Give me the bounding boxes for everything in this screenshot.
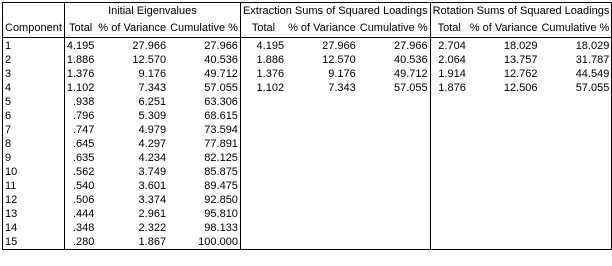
initial-cumulative-cell: 63.306 [204, 96, 238, 108]
initial-pct-variance-cell: 4.297 [138, 138, 167, 150]
table-row [3, 151, 612, 165]
initial-pct-variance-cell: 5.309 [138, 110, 167, 122]
initial-total-cell: 4.195 [64, 38, 96, 54]
rotation-total-cell: 2.064 [430, 53, 468, 67]
extraction-total-cell: 4.195 [240, 38, 286, 54]
extraction-total-cell [240, 207, 286, 221]
extraction-total-cell [240, 235, 286, 250]
component-number-cell: 15 [3, 235, 65, 250]
rotation-total-cell [430, 193, 468, 207]
table-row [3, 137, 612, 151]
table-row [3, 81, 612, 95]
extraction-pct-variance-cell: 27.966 [322, 40, 356, 52]
rotation-pct-variance-cell [468, 123, 540, 137]
extraction-total-cell [240, 95, 286, 109]
table-body [3, 38, 612, 250]
component-header-spacer [3, 3, 65, 21]
rotation-total-cell [430, 235, 468, 250]
initial-total-cell: .280 [64, 235, 96, 250]
component-number-cell: 10 [3, 165, 65, 179]
extraction-total-cell: 1.886 [240, 53, 286, 67]
rotation-cumulative-cell [539, 95, 611, 109]
rotation-total-cell [430, 179, 468, 193]
initial-cumulative-cell: 95.810 [204, 208, 238, 220]
extraction-cumulative-cell: 40.536 [393, 54, 428, 66]
initial-cumulative-cell: 98.133 [204, 222, 238, 234]
extraction-cumulative-cell [358, 221, 430, 235]
initial-cumulative-cell: 77.891 [204, 138, 238, 150]
initial-pct-variance-cell: 1.867 [96, 235, 168, 250]
initial-pct-variance-cell: 6.251 [138, 96, 167, 108]
component-number-cell: 11 [3, 179, 65, 193]
component-number-cell: 3 [3, 67, 65, 81]
extraction-pct-variance-cell [286, 151, 358, 165]
initial-pct-variance-cell: 2.322 [138, 222, 167, 234]
extraction-cumulative-cell [358, 235, 430, 250]
table-row [3, 109, 612, 123]
table-row [3, 207, 612, 221]
initial-pct-variance-cell: 3.749 [138, 166, 167, 178]
extraction-cumulative-cell [358, 137, 430, 151]
initial-cumulative-cell: 57.055 [204, 82, 238, 94]
rotation-cumulative-cell [539, 151, 611, 165]
initial-total-cell: .747 [64, 123, 96, 137]
rotation-cumulative-cell: 44.549 [539, 67, 611, 81]
extraction-cumulative-cell [358, 207, 430, 221]
rotation-pct-variance-cell: 12.762 [503, 68, 538, 80]
extraction-sums-header: Extraction Sums of Squared Loadings [240, 3, 430, 21]
rotation-pct-variance-cell [468, 109, 540, 123]
rotation-total-cell [430, 221, 468, 235]
rotation-pct-variance-header: % of Variance [468, 20, 540, 38]
initial-total-cell: .540 [64, 179, 96, 193]
initial-cumulative-cell: 73.594 [204, 124, 238, 136]
rotation-cumulative-cell: 18.029 [539, 38, 611, 54]
rotation-cumulative-cell [539, 165, 611, 179]
initial-cumulative-cell: 49.712 [204, 68, 238, 80]
extraction-total-cell [240, 221, 286, 235]
initial-pct-variance-header: % of Variance [96, 20, 168, 38]
rotation-cumulative-cell [539, 235, 611, 250]
initial-cumulative-cell: 27.966 [204, 40, 238, 52]
extraction-pct-variance-cell: 7.343 [328, 82, 356, 94]
extraction-total-cell [240, 165, 286, 179]
extraction-pct-variance-cell [286, 109, 358, 123]
group-header-row [3, 3, 612, 21]
extraction-cumulative-cell [358, 123, 430, 137]
rotation-cumulative-cell [539, 193, 611, 207]
component-number-cell: 7 [3, 123, 65, 137]
extraction-cumulative-cell: 49.712 [393, 68, 428, 80]
initial-pct-variance-cell: 12.570 [132, 54, 167, 66]
rotation-total-cell [430, 165, 468, 179]
extraction-cumulative-cell [358, 109, 430, 123]
rotation-total-cell [430, 109, 468, 123]
extraction-total-cell: 1.376 [240, 67, 286, 81]
extraction-total-cell: 1.102 [240, 81, 286, 95]
table-row [3, 235, 612, 250]
rotation-total-header: Total [430, 20, 468, 38]
extraction-total-cell [240, 137, 286, 151]
rotation-total-cell: 2.704 [430, 38, 468, 54]
initial-cumulative-cell: 68.615 [204, 110, 238, 122]
initial-cumulative-cell: 92.850 [204, 194, 238, 206]
extraction-pct-variance-cell: 12.570 [322, 54, 356, 66]
rotation-total-cell [430, 123, 468, 137]
rotation-total-cell [430, 207, 468, 221]
rotation-pct-variance-cell: 12.506 [503, 82, 538, 94]
extraction-cumulative-cell [358, 95, 430, 109]
initial-total-cell: .796 [64, 109, 96, 123]
extraction-pct-variance-cell [286, 207, 358, 221]
rotation-pct-variance-cell [468, 207, 540, 221]
extraction-pct-variance-cell [286, 221, 358, 235]
component-number-cell: 1 [3, 38, 65, 54]
rotation-total-cell: 1.876 [430, 81, 468, 95]
component-number-cell: 14 [3, 221, 65, 235]
initial-cumulative-cell: 85.875 [204, 166, 238, 178]
component-number-cell: 4 [3, 81, 65, 95]
component-number-cell: 6 [3, 109, 65, 123]
initial-total-cell: 1.376 [64, 67, 96, 81]
extraction-total-cell [240, 193, 286, 207]
extraction-total-cell [240, 179, 286, 193]
rotation-pct-variance-cell [468, 137, 540, 151]
variance-explained-table [2, 2, 612, 250]
rotation-cumulative-cell [539, 123, 611, 137]
initial-total-cell: .635 [64, 151, 96, 165]
rotation-pct-variance-cell [468, 165, 540, 179]
table-row [3, 123, 612, 137]
initial-total-cell: 1.102 [64, 81, 96, 95]
rotation-sums-header: Rotation Sums of Squared Loadings [430, 3, 612, 21]
initial-cumulative-cell: 89.475 [204, 180, 238, 192]
rotation-cumulative-cell [539, 207, 611, 221]
table-row [3, 67, 612, 81]
initial-pct-variance-cell: 4.979 [138, 124, 167, 136]
extraction-cumulative-cell: 57.055 [393, 82, 428, 94]
rotation-pct-variance-cell: 18.029 [503, 40, 538, 52]
rotation-cumulative-cell [539, 137, 611, 151]
initial-total-cell: .348 [64, 221, 96, 235]
table-row [3, 179, 612, 193]
initial-total-cell: .562 [64, 165, 96, 179]
extraction-pct-variance-cell [286, 235, 358, 250]
initial-pct-variance-cell: 3.601 [138, 180, 167, 192]
rotation-cumulative-cell: 31.787 [539, 53, 611, 67]
rotation-cumulative-cell [539, 221, 611, 235]
extraction-pct-variance-cell [286, 137, 358, 151]
rotation-total-cell [430, 137, 468, 151]
initial-cumulative-header: Cumulative % [168, 20, 240, 38]
rotation-cumulative-cell [539, 109, 611, 123]
initial-total-cell: .506 [64, 193, 96, 207]
extraction-total-header: Total [240, 20, 286, 38]
initial-pct-variance-cell: 4.234 [138, 152, 167, 164]
initial-total-cell: .938 [64, 95, 96, 109]
initial-cumulative-cell: 100.000 [168, 235, 240, 250]
initial-total-cell: 1.886 [64, 53, 96, 67]
rotation-cumulative-header: Cumulative % [539, 20, 611, 38]
extraction-pct-variance-cell [286, 165, 358, 179]
component-number-cell: 2 [3, 53, 65, 67]
extraction-cumulative-cell [358, 193, 430, 207]
table-row [3, 221, 612, 235]
rotation-pct-variance-cell [468, 235, 540, 250]
rotation-total-cell [430, 95, 468, 109]
rotation-total-cell [430, 151, 468, 165]
initial-pct-variance-cell: 27.966 [132, 40, 167, 52]
component-number-cell: 13 [3, 207, 65, 221]
extraction-total-cell [240, 123, 286, 137]
extraction-cumulative-cell [358, 165, 430, 179]
initial-cumulative-cell: 82.125 [204, 152, 238, 164]
extraction-cumulative-cell [358, 179, 430, 193]
rotation-pct-variance-cell [468, 221, 540, 235]
extraction-total-cell [240, 151, 286, 165]
rotation-total-cell: 1.914 [430, 67, 468, 81]
extraction-total-cell [240, 109, 286, 123]
extraction-pct-variance-cell [286, 193, 358, 207]
extraction-pct-variance-cell [286, 123, 358, 137]
component-number-cell: 12 [3, 193, 65, 207]
extraction-pct-variance-cell [286, 95, 358, 109]
rotation-pct-variance-cell [468, 179, 540, 193]
table-row [3, 53, 612, 67]
initial-eigenvalues-header: Initial Eigenvalues [64, 3, 240, 21]
column-header-row [3, 20, 612, 38]
rotation-cumulative-cell [539, 179, 611, 193]
initial-total-cell: .645 [64, 137, 96, 151]
table-row [3, 165, 612, 179]
component-number-cell: 8 [3, 137, 65, 151]
initial-total-header: Total [64, 20, 96, 38]
table-row [3, 193, 612, 207]
initial-pct-variance-cell: 2.961 [138, 208, 167, 220]
rotation-pct-variance-cell [468, 151, 540, 165]
extraction-pct-variance-header: % of Variance [286, 20, 358, 38]
extraction-pct-variance-cell [286, 179, 358, 193]
extraction-cumulative-header: Cumulative % [358, 20, 430, 38]
initial-cumulative-cell: 40.536 [204, 54, 238, 66]
extraction-cumulative-cell: 27.966 [393, 40, 428, 52]
table-row [3, 38, 612, 54]
extraction-cumulative-cell [358, 151, 430, 165]
component-number-cell: 9 [3, 151, 65, 165]
component-number-cell: 5 [3, 95, 65, 109]
component-column-header: Component [3, 20, 65, 38]
rotation-pct-variance-cell [468, 95, 540, 109]
extraction-pct-variance-cell: 9.176 [328, 68, 356, 80]
table-row [3, 95, 612, 109]
rotation-pct-variance-cell [468, 193, 540, 207]
initial-pct-variance-cell: 7.343 [138, 82, 167, 94]
initial-total-cell: .444 [64, 207, 96, 221]
initial-pct-variance-cell: 9.176 [138, 68, 167, 80]
rotation-cumulative-cell: 57.055 [539, 81, 611, 95]
rotation-pct-variance-cell: 13.757 [503, 54, 538, 66]
initial-pct-variance-cell: 3.374 [138, 194, 167, 206]
